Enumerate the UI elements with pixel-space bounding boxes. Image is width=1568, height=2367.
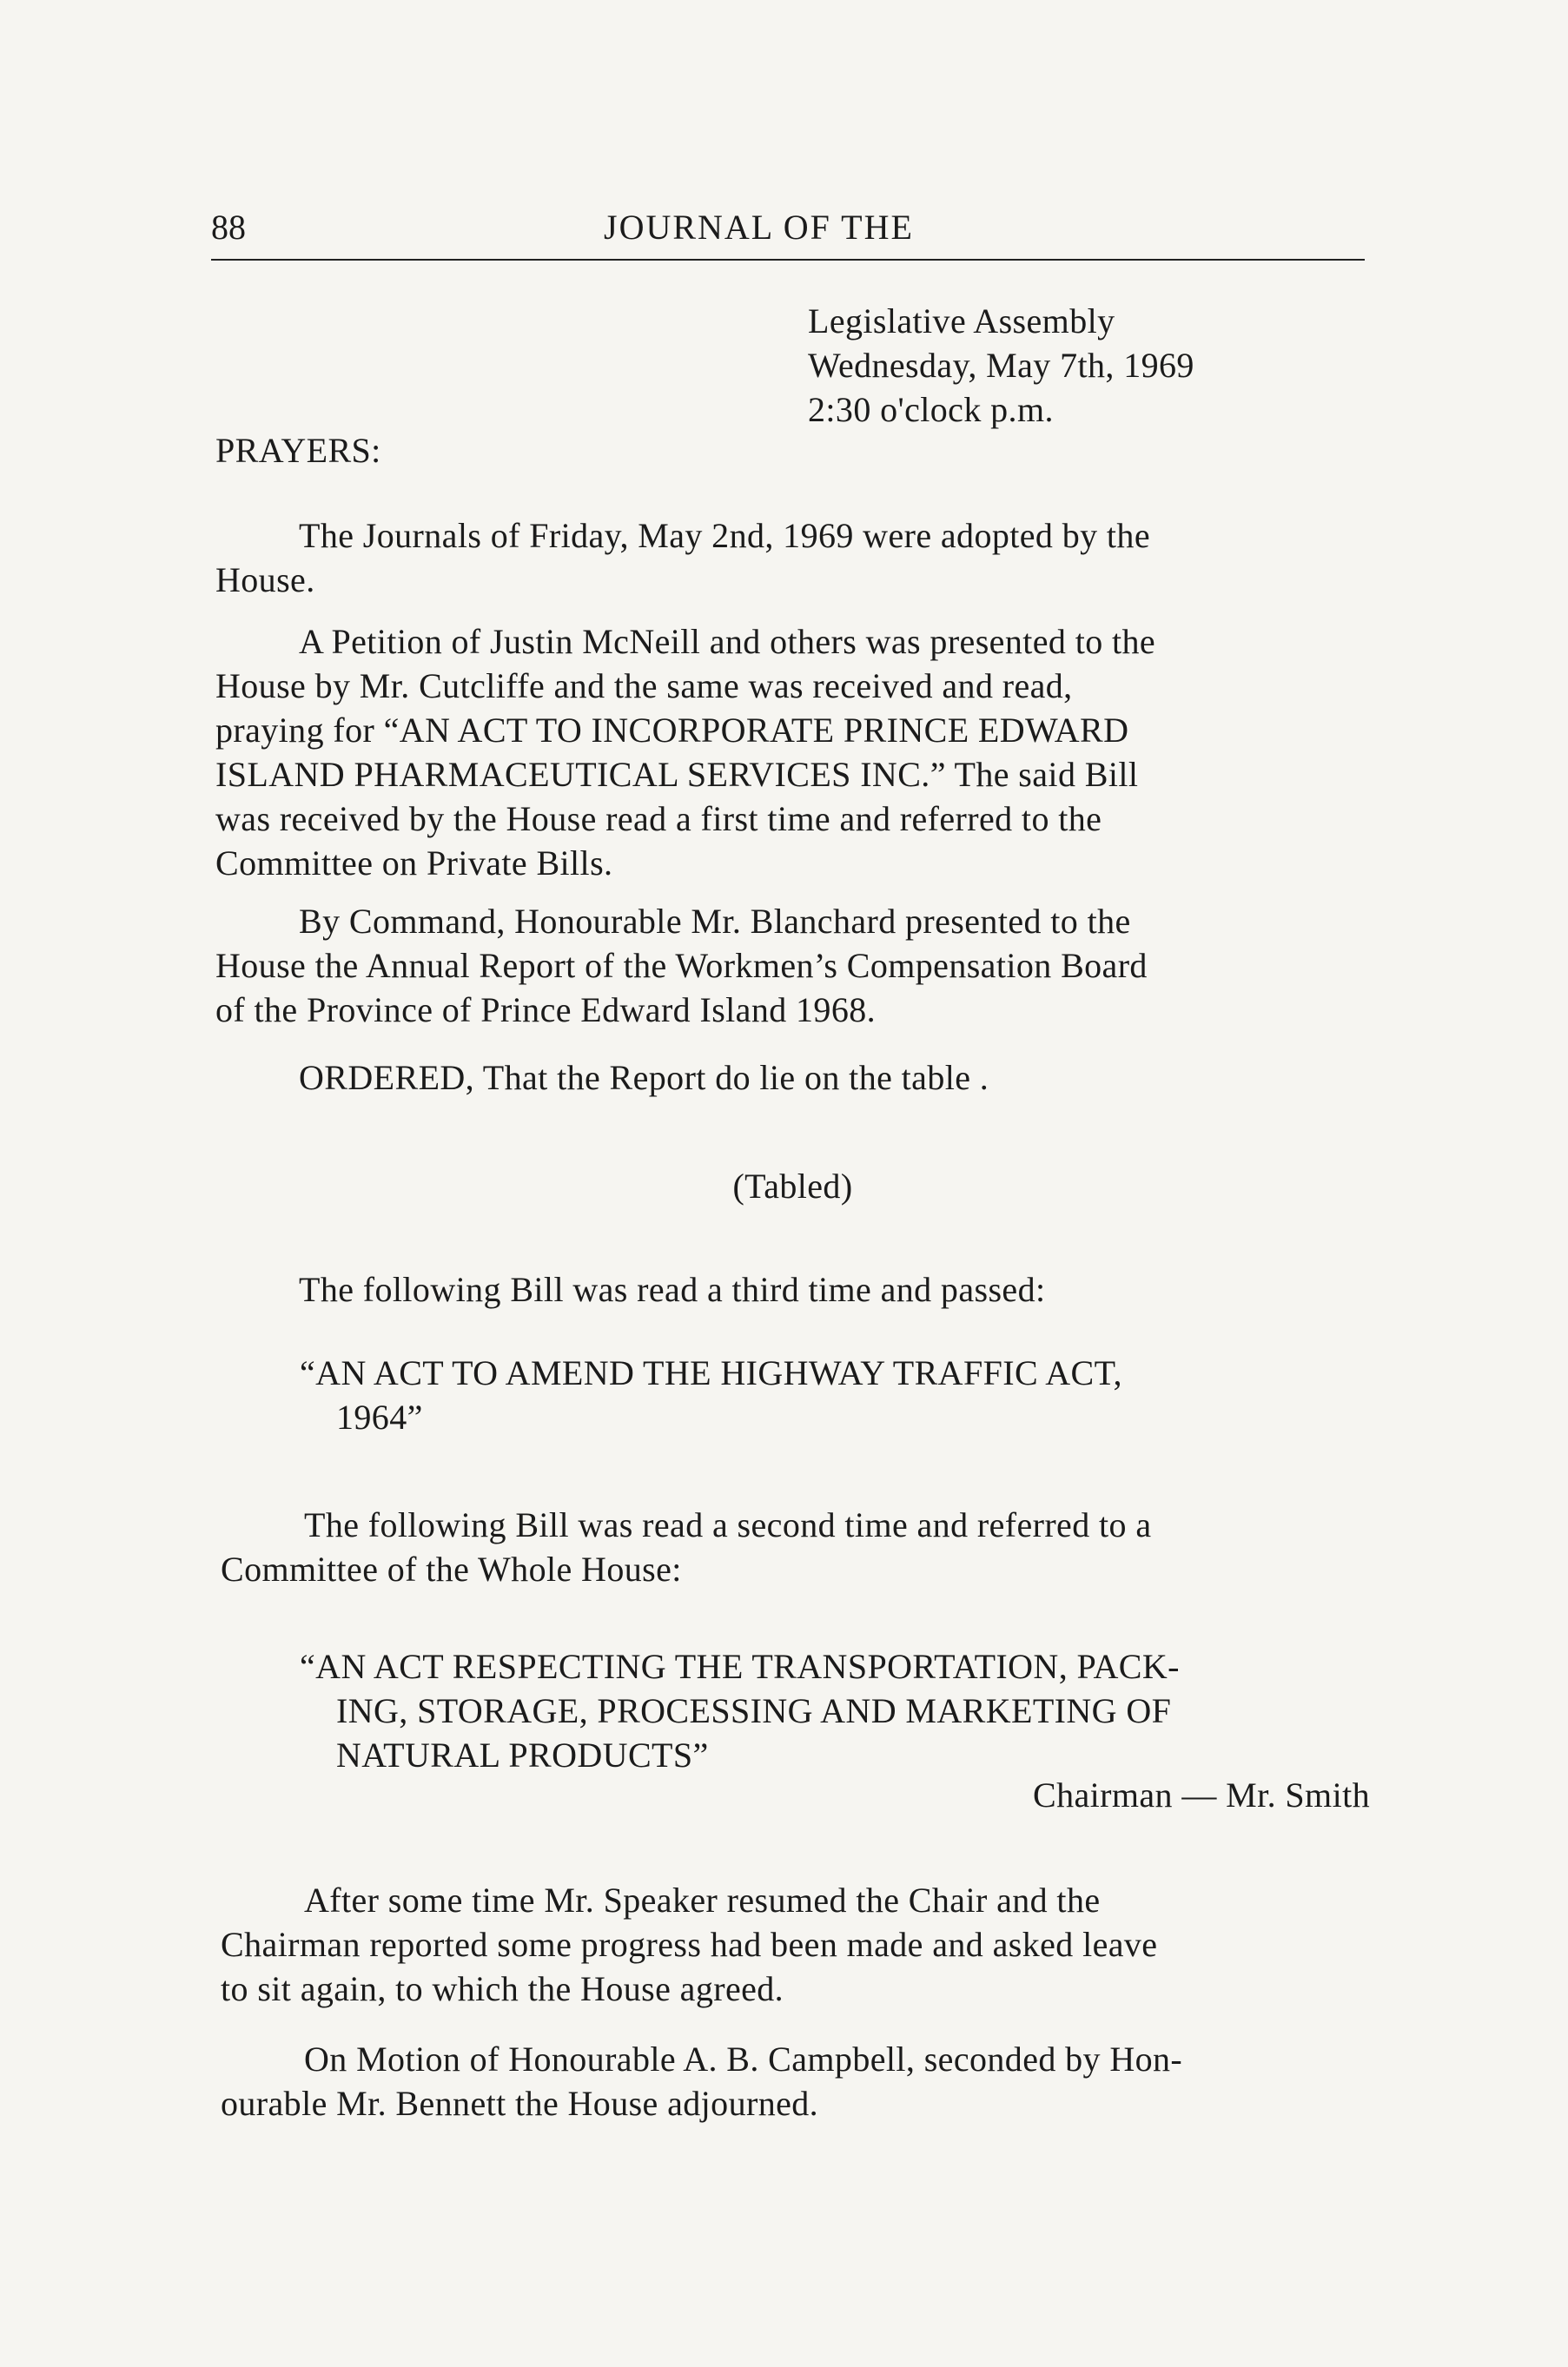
dateline [808,299,1194,432]
paragraph-line: Chairman reported some progress had been made and asked leave [221,1925,1158,1964]
paragraph-line: Committee on Private Bills. [215,843,613,883]
paragraph-line: Committee of the Whole House: [221,1550,682,1589]
paragraph-line: On Motion of Honourable A. B. Campbell, seconded by Hon- [304,2040,1183,2079]
paragraph-line: ourable Mr. Bennett the House adjourned. [221,2084,819,2123]
paragraph-line: A Petition of Justin McNeill and others was presented to the [299,622,1156,661]
paragraph-annual-report [215,899,1362,1032]
paragraph-line: After some time Mr. Speaker resumed the Chair and the [304,1881,1101,1920]
paragraph-line: By Command, Honourable Mr. Blanchard presented to the [299,902,1131,941]
bill-title-line: ING, STORAGE, PROCESSING AND MARKETING OF [336,1691,1172,1730]
bill-highway-traffic [300,1351,1364,1439]
third-reading-intro: The following Bill was read a third time and passed: [299,1270,1046,1309]
paragraph-line: ISLAND PHARMACEUTICAL SERVICES INC.” The said Bill [215,755,1139,794]
bill-title-line: 1964” [336,1398,423,1437]
tabled-note: (Tabled) [732,1167,853,1206]
paragraph-line: The following Bill was read a second time and referred to a [304,1505,1152,1544]
paragraph-journals-adopted [215,513,1362,602]
paragraph-progress [221,1878,1364,2011]
paragraph-line: was received by the House read a first time and referred to the [215,799,1102,838]
dateline-assembly: Legislative Assembly [808,301,1115,341]
bill-title-line: “AN ACT RESPECTING THE TRANSPORTATION, PACK- [300,1647,1180,1686]
page-number: 88 [211,208,246,247]
paragraph-adjourned [221,2037,1364,2126]
paragraph-line: House by Mr. Cutcliffe and the same was received and read, [215,666,1073,705]
paragraph-line: praying for “AN ACT TO INCORPORATE PRINCE EDWARD [215,711,1129,750]
paragraph-line: to sit again, to which the House agreed. [221,1969,784,2008]
bill-title-line: “AN ACT TO AMEND THE HIGHWAY TRAFFIC ACT, [300,1353,1122,1392]
header-rule [211,259,1365,261]
paragraph-second-reading [221,1503,1364,1591]
ordered-line: ORDERED, That the Report do lie on the table . [299,1058,989,1097]
paragraph-line: House. [215,560,315,599]
dateline-date: Wednesday, May 7th, 1969 [808,346,1194,385]
bill-title-line: NATURAL PRODUCTS” [336,1736,709,1775]
paragraph-petition [215,619,1362,885]
prayers-heading: PRAYERS: [215,431,381,470]
bill-natural-products [300,1644,1364,1777]
paragraph-line: House the Annual Report of the Workmen’s Compensation Board [215,946,1148,985]
paragraph-line: of the Province of Prince Edward Island 1968. [215,990,877,1029]
chairman-line: Chairman — Mr. Smith [1033,1775,1370,1815]
dateline-time: 2:30 o'clock p.m. [808,390,1054,429]
running-head: JOURNAL OF THE [604,208,914,247]
paragraph-line: The Journals of Friday, May 2nd, 1969 were adopted by the [299,516,1150,555]
